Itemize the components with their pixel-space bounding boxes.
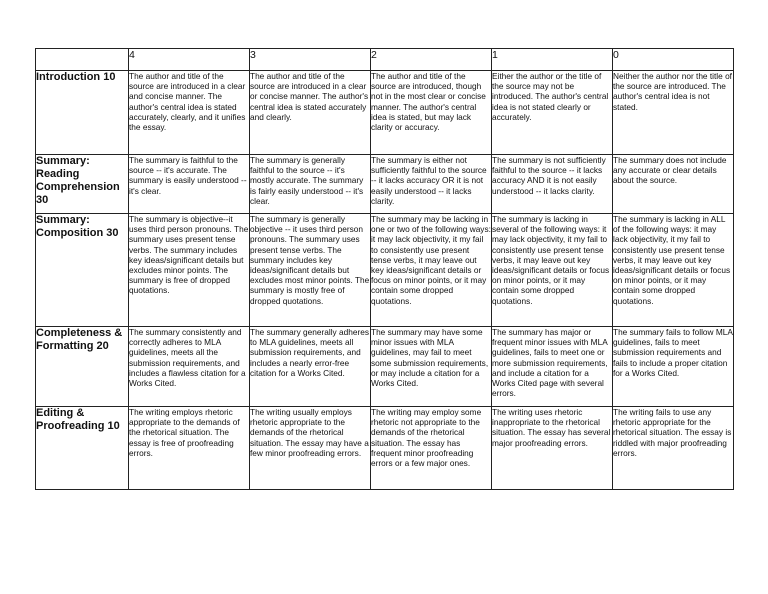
cell-score-2: The summary may be lacking in one or two of the following ways: it may lack objectivity, it my fail to consistently use present tense verbs, it may leave out key ideas/significant details or focus on minor points, or it may contain some dropped quotations. (371, 214, 492, 327)
row-category: Summary: Composition 30 (36, 214, 129, 327)
cell-score-2: The summary is either not sufficiently faithful to the source -- it lacks accuracy OR it is not easily understood -- it lacks clarity. (371, 155, 492, 214)
cell-score-3: The writing usually employs rhetoric appropriate to the demands of the rhetorical situation. The essay may have a few minor proofreading errors. (250, 407, 371, 490)
rubric-row-reading-comprehension (36, 155, 734, 214)
cell-score-1: The summary is lacking in several of the following ways: it may lack objectivity, it my fail to consistently use present tense verbs, it may leave out key ideas/significant details or focus on minor points, or it may contain some dropped quotations. (492, 214, 613, 327)
score-header-3: 3 (250, 49, 371, 71)
rubric-table (35, 48, 734, 490)
header-corner (36, 49, 129, 71)
score-header-0: 0 (613, 49, 734, 71)
cell-score-3: The summary generally adheres to MLA guidelines, meets all submission requirements, and includes a nearly error-free citation for a Works Cited. (250, 327, 371, 407)
cell-score-4: The author and title of the source are introduced in a clear and concise manner. The author's central idea is stated accurately, clearly, and it unifies the essay. (129, 71, 250, 155)
cell-score-0: The summary does not include any accurate or clear details about the source. (613, 155, 734, 214)
cell-score-1: The writing uses rhetoric inappropriate to the rhetorical situation. The essay has several major proofreading errors. (492, 407, 613, 490)
cell-score-2: The author and title of the source are introduced, though not in the most clear or concise manner. The author's central idea is stated, but may lack clarity or accuracy. (371, 71, 492, 155)
rubric-row-composition (36, 214, 734, 327)
row-category: Introduction 10 (36, 71, 129, 155)
rubric-row-editing-proofreading (36, 407, 734, 490)
header-row (36, 49, 734, 71)
cell-score-1: Either the author or the title of the source may not be introduced. The author's central idea is not stated clearly or accurately. (492, 71, 613, 155)
row-category: Editing & Proofreading 10 (36, 407, 129, 490)
cell-score-1: The summary has major or frequent minor issues with MLA guidelines, fails to meet one or more submission requirements, and include a citation for a Works Cited page with several errors. (492, 327, 613, 407)
cell-score-2: The summary may have some minor issues with MLA guidelines, may fail to meet some submission requirements, or may include a citation for a Works Cited. (371, 327, 492, 407)
cell-score-4: The summary consistently and correctly adheres to MLA guidelines, meets all the submission requirements, and includes a flawless citation for a Works Cited. (129, 327, 250, 407)
score-header-2: 2 (371, 49, 492, 71)
cell-score-3: The summary is generally objective -- it uses third person pronouns. The summary uses present tense verbs. The summary includes key ideas/significant details but excludes most minor points. The summary is mostly free of dropped quotations. (250, 214, 371, 327)
rubric-row-introduction (36, 71, 734, 155)
row-category: Summary: Reading Comprehension 30 (36, 155, 129, 214)
cell-score-1: The summary is not sufficiently faithful to the source -- it lacks accuracy AND it is not easily understood -- it lacks clarity. (492, 155, 613, 214)
cell-score-3: The summary is generally faithful to the source -- it's mostly accurate. The summary is fairly easily understood -- it's clear. (250, 155, 371, 214)
cell-score-4: The writing employs rhetoric appropriate to the demands of the rhetorical situation. The essay is free of proofreading errors. (129, 407, 250, 490)
cell-score-0: The writing fails to use any rhetoric appropriate for the rhetorical situation. The essay is riddled with major proofreading errors. (613, 407, 734, 490)
cell-score-0: The summary fails to follow MLA guidelines, fails to meet submission requirements and fails to include a proper citation for a Works Cited. (613, 327, 734, 407)
cell-score-3: The author and title of the source are introduced in a clear or concise manner. The author's central idea is stated accurately and clearly. (250, 71, 371, 155)
cell-score-0: Neither the author nor the title of the source are introduced. The author's central idea is not stated. (613, 71, 734, 155)
score-header-4: 4 (129, 49, 250, 71)
rubric-row-completeness-formatting (36, 327, 734, 407)
score-header-1: 1 (492, 49, 613, 71)
cell-score-0: The summary is lacking in ALL of the following ways: it may lack objectivity, it my fail to consistently use present tense verbs, it may leave out key ideas/significant details or focus on minor points, or it may contain some dropped quotations. (613, 214, 734, 327)
row-category: Completeness & Formatting 20 (36, 327, 129, 407)
cell-score-2: The writing may employ some rhetoric not appropriate to the demands of the rhetorical situation. The essay has frequent minor proofreading errors or a few major ones. (371, 407, 492, 490)
cell-score-4: The summary is faithful to the source -- it's accurate. The summary is easily understood -- it's clear. (129, 155, 250, 214)
cell-score-4: The summary is objective--it uses third person pronouns. The summary uses present tense verbs. The summary includes key ideas/significant details but excludes minor points. The summary is free of dropped quotations. (129, 214, 250, 327)
